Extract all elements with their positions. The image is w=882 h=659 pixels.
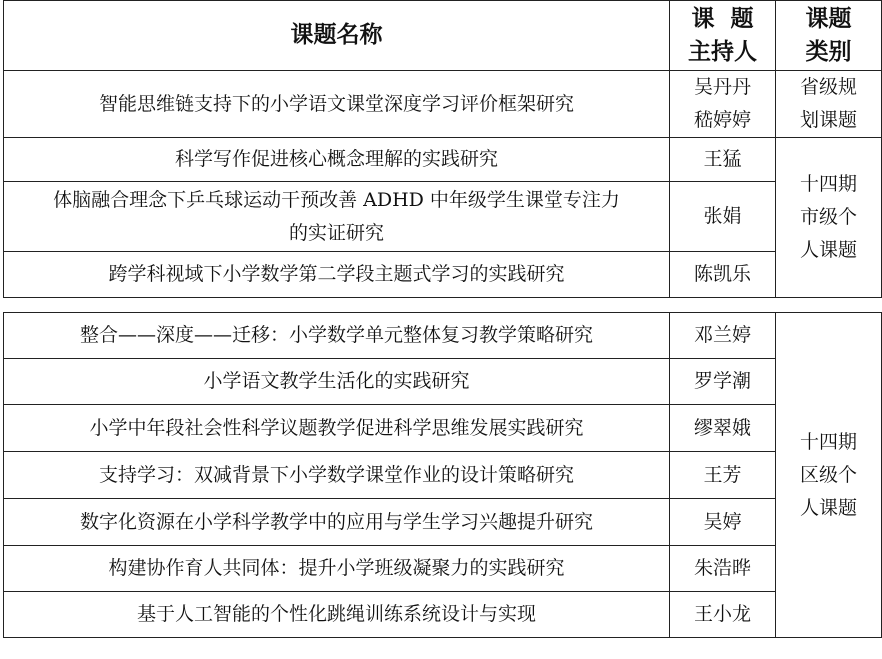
project-title: 小学中年段社会性科学议题教学促进科学思维发展实践研究: [4, 405, 670, 452]
type-line2: 市级个: [799, 206, 857, 228]
table-row: [4, 359, 882, 405]
projects-table-top: [3, 0, 882, 298]
table-row: [4, 252, 882, 298]
project-type-provincial: [776, 71, 882, 138]
type-line1: 省级规: [799, 76, 857, 98]
table-row: [4, 71, 882, 138]
page-break-gap: [0, 301, 882, 312]
header-host: [670, 1, 776, 71]
header-row: [4, 1, 882, 71]
host-line2: 嵇婷婷: [693, 109, 751, 131]
project-host: 吴婷: [670, 499, 776, 546]
type-line2: 划课题: [799, 109, 857, 131]
host-line1: 吴丹丹: [693, 76, 751, 98]
title-line2: 的实证研究: [288, 221, 384, 244]
project-title: [4, 182, 670, 252]
title-line1: 体脑融合理念下乒乓球运动干预改善 ADHD 中年级学生课堂专注力: [53, 188, 620, 211]
project-title: 智能思维链支持下的小学语文课堂深度学习评价框架研究: [4, 71, 670, 138]
table-row: [4, 546, 882, 592]
header-type: [776, 1, 882, 71]
project-title: 数字化资源在小学科学教学中的应用与学生学习兴趣提升研究: [4, 499, 670, 546]
project-title: 整合——深度——迁移：小学数学单元整体复习教学策略研究: [4, 313, 670, 359]
type-line1: 十四期: [799, 173, 857, 195]
table-row: [4, 313, 882, 359]
project-host: 朱浩晔: [670, 546, 776, 592]
header-type-line2: 类别: [805, 38, 852, 65]
project-type-district: [776, 313, 882, 638]
project-title: 基于人工智能的个性化跳绳训练系统设计与实现: [4, 592, 670, 638]
project-title: 科学写作促进核心概念理解的实践研究: [4, 138, 670, 182]
project-host: 王小龙: [670, 592, 776, 638]
header-name: [4, 1, 670, 71]
project-host: 王芳: [670, 452, 776, 499]
table-row: [4, 592, 882, 638]
projects-table-bottom: [3, 312, 882, 638]
project-type-city: [776, 138, 882, 298]
project-host: 张娟: [670, 182, 776, 252]
project-title: 支持学习：双减背景下小学数学课堂作业的设计策略研究: [4, 452, 670, 499]
type-line3: 人课题: [799, 496, 857, 519]
type-line1: 十四期: [799, 430, 857, 453]
header-type-line1: 课题: [805, 5, 852, 32]
project-title: 小学语文教学生活化的实践研究: [4, 359, 670, 405]
project-title: 构建协作育人共同体：提升小学班级凝聚力的实践研究: [4, 546, 670, 592]
table-row: [4, 138, 882, 182]
project-host: 罗学潮: [670, 359, 776, 405]
table-row: [4, 405, 882, 452]
table-row: [4, 452, 882, 499]
project-title: 跨学科视域下小学数学第二学段主题式学习的实践研究: [4, 252, 670, 298]
header-host-line2: 主持人: [688, 38, 757, 65]
project-host: 王猛: [670, 138, 776, 182]
project-host: [670, 71, 776, 138]
project-host: 缪翠娥: [670, 405, 776, 452]
header-host-line1: 课 题: [691, 5, 754, 32]
table-row: [4, 499, 882, 546]
project-host: 陈凯乐: [670, 252, 776, 298]
type-line3: 人课题: [799, 239, 857, 261]
header-name-text: 课题名称: [290, 22, 383, 48]
table-row: [4, 182, 882, 252]
project-host: 邓兰婷: [670, 313, 776, 359]
type-line2: 区级个: [799, 463, 857, 486]
